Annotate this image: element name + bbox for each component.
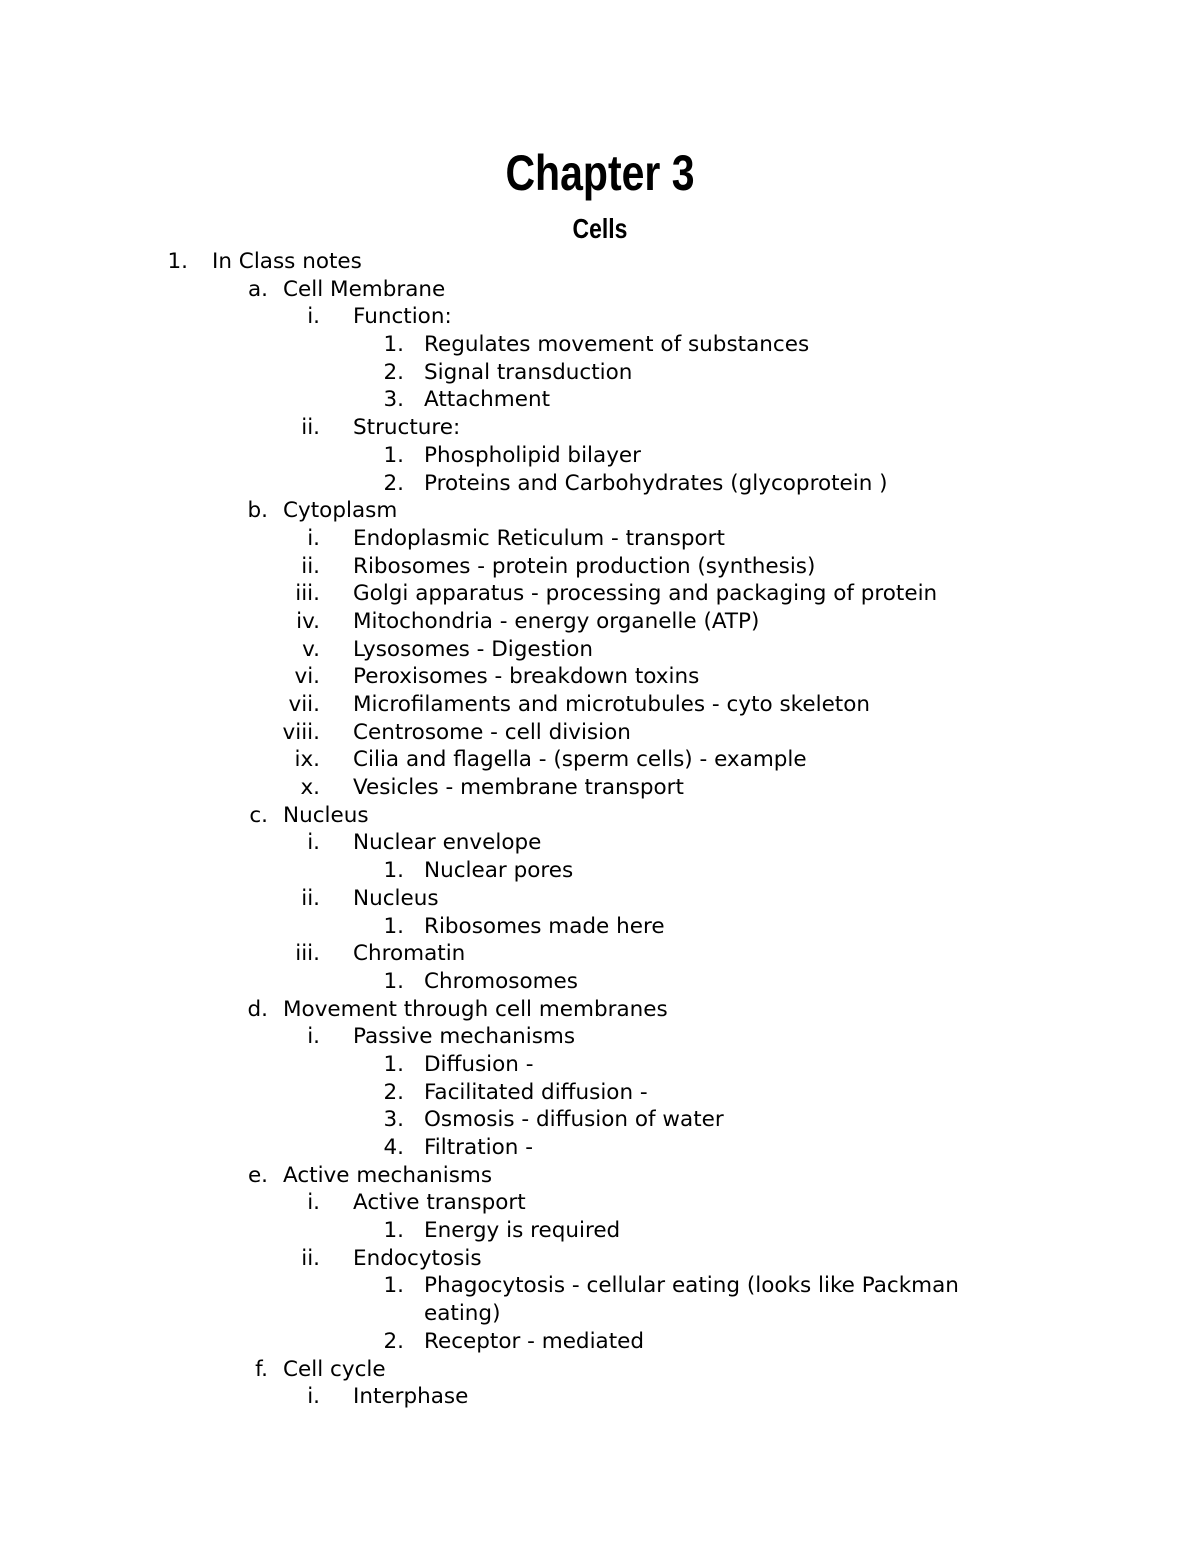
outline-item [0, 885, 1200, 913]
outline-item-text: Cell Membrane [283, 276, 446, 302]
outline-item [0, 1217, 1200, 1245]
outline-item-marker: v. [302, 636, 320, 662]
outline-item-text: Golgi apparatus - processing and packaging of protein [353, 581, 938, 607]
outline-item-text: Phagocytosis - cellular eating (looks like Packman eating) [424, 1273, 959, 1327]
outline-item-text: Chromatin [353, 941, 466, 967]
outline-item-marker: vi. [294, 664, 320, 690]
outline-item-marker: ii. [301, 415, 320, 441]
outline-item-text: Vesicles - membrane transport [353, 775, 684, 801]
outline-item-text: Passive mechanisms [353, 1024, 576, 1050]
outline-item-marker: 3. [383, 1107, 404, 1133]
outline-item-text: Chromosomes [424, 968, 578, 994]
outline-item-marker: f. [255, 1356, 268, 1382]
outline-item-text: Ribosomes - protein production (synthesis) [353, 553, 816, 579]
outline-item-text: Signal transduction [424, 359, 633, 385]
outline-item [0, 1328, 1200, 1356]
outline-item-text: Cytoplasm [283, 498, 398, 524]
outline-item [0, 331, 1200, 359]
outline-item [0, 774, 1200, 802]
outline-item-marker: ii. [301, 553, 320, 579]
page-title: Chapter 3 [505, 145, 695, 201]
outline-item-marker: a. [247, 276, 268, 302]
outline-item [0, 746, 1200, 774]
outline-item-text: Peroxisomes - breakdown toxins [353, 664, 700, 690]
outline-item [0, 359, 1200, 387]
outline-item-marker: 1. [167, 249, 188, 274]
outline-item-marker: 2. [383, 1079, 404, 1105]
outline-item-marker: i. [307, 525, 320, 551]
outline-item-marker: 3. [383, 387, 404, 413]
outline-item [0, 940, 1200, 968]
outline-item [0, 857, 1200, 885]
outline-item-marker: ii. [301, 885, 320, 911]
outline-item-marker: 1. [383, 968, 404, 994]
outline-item-marker: 1. [383, 1273, 404, 1299]
outline-item [0, 1356, 1200, 1384]
outline-item [0, 1383, 1200, 1411]
outline-item-text: Phospholipid bilayer [424, 442, 641, 468]
outline-item-text: Structure: [353, 415, 461, 441]
outline-item-text: Nucleus [283, 802, 369, 828]
outline-item-marker: 4. [383, 1135, 404, 1160]
outline-item-text: Nucleus [353, 885, 439, 911]
outline-item-marker: x. [300, 775, 320, 801]
outline-item [0, 276, 1200, 304]
outline-item [0, 1189, 1200, 1217]
outline-item [0, 414, 1200, 442]
outline-item [0, 1134, 1200, 1162]
outline-item [0, 1106, 1200, 1134]
outline-item-text: Microfilaments and microtubules - cyto skeleton [353, 692, 871, 717]
outline-item-marker: 2. [383, 470, 404, 496]
outline-item-text: Receptor - mediated [424, 1328, 645, 1354]
outline-item-text: Osmosis - diffusion of water [424, 1107, 724, 1133]
outline-item [0, 525, 1200, 553]
outline-item-marker: d. [247, 996, 268, 1022]
outline-item-text: Filtration - [424, 1135, 533, 1160]
outline-item-text: Proteins and Carbohydrates (glycoprotein ) [424, 470, 888, 496]
outline-item [0, 829, 1200, 857]
outline-item-text: Endoplasmic Reticulum - transport [353, 525, 725, 551]
outline-item-text: Facilitated diffusion - [424, 1079, 648, 1105]
outline-item-text: Active transport [353, 1190, 526, 1216]
outline-item [0, 442, 1200, 470]
outline-item-marker: iv. [296, 608, 320, 634]
outline-item [0, 636, 1200, 664]
outline-item-marker: e. [247, 1162, 268, 1188]
outline-item-text: Function: [353, 304, 452, 330]
outline-item [0, 913, 1200, 941]
outline-item-text: Cilia and flagella - (sperm cells) - example [353, 747, 807, 773]
outline-item [0, 691, 1200, 719]
outline-item [0, 1023, 1200, 1051]
outline-item-text: Regulates movement of substances [424, 332, 810, 358]
outline-item-marker: i. [307, 1384, 320, 1410]
page-subtitle: Cells [572, 213, 628, 244]
outline-item-text: Centrosome - cell division [353, 719, 631, 745]
notes-outline [0, 248, 1200, 1411]
outline-item-text: Cell cycle [283, 1356, 386, 1382]
outline-item-text: Nuclear envelope [353, 830, 542, 856]
outline-item-marker: b. [247, 498, 268, 524]
outline-item-marker: i. [307, 1190, 320, 1216]
outline-item [0, 1051, 1200, 1079]
outline-item-marker: vii. [288, 692, 320, 717]
outline-item-text: In Class notes [212, 249, 362, 274]
outline-item-marker: iii. [295, 581, 320, 607]
outline-item [0, 497, 1200, 525]
outline-item-text: Active mechanisms [283, 1162, 493, 1188]
outline-item [0, 303, 1200, 331]
outline-item [0, 802, 1200, 830]
outline-item-text: Mitochondria - energy organelle (ATP) [353, 608, 760, 634]
outline-item [0, 248, 1200, 276]
outline-item [0, 1245, 1200, 1273]
outline-item-marker: 1. [383, 858, 404, 884]
outline-item-text: Energy is required [424, 1218, 621, 1244]
outline-item [0, 1079, 1200, 1107]
outline-item-text: Interphase [353, 1384, 469, 1410]
outline-item-marker: i. [307, 830, 320, 856]
outline-item-marker: 2. [383, 1328, 404, 1354]
outline-item [0, 470, 1200, 498]
outline-item [0, 719, 1200, 747]
outline-item-text: Attachment [424, 387, 551, 413]
outline-item [0, 553, 1200, 581]
outline-item-marker: c. [249, 802, 268, 828]
outline-item [0, 386, 1200, 414]
outline-item [0, 1272, 1200, 1327]
outline-item-text: Nuclear pores [424, 858, 574, 884]
outline-item-marker: 1. [383, 913, 404, 939]
outline-item [0, 996, 1200, 1024]
outline-item-marker: 2. [383, 359, 404, 385]
outline-item-text: Diffusion - [424, 1051, 534, 1077]
outline-item [0, 1162, 1200, 1190]
outline-item [0, 663, 1200, 691]
outline-item-marker: ix. [294, 747, 320, 773]
outline-item-marker: i. [307, 1024, 320, 1050]
outline-item [0, 580, 1200, 608]
outline-item-marker: 1. [383, 332, 404, 358]
outline-item [0, 608, 1200, 636]
outline-item-marker: 1. [383, 442, 404, 468]
outline-item-marker: 1. [383, 1051, 404, 1077]
outline-item-marker: i. [307, 304, 320, 330]
outline-item-text: Lysosomes - Digestion [353, 636, 594, 662]
outline-item-text: Endocytosis [353, 1245, 482, 1271]
outline-item-marker: iii. [295, 941, 320, 967]
outline-item [0, 968, 1200, 996]
outline-item-marker: 1. [383, 1218, 404, 1244]
outline-item-marker: viii. [282, 719, 320, 745]
outline-item-text: Ribosomes made here [424, 913, 665, 939]
outline-item-text: Movement through cell membranes [283, 996, 668, 1022]
outline-item-marker: ii. [301, 1245, 320, 1271]
